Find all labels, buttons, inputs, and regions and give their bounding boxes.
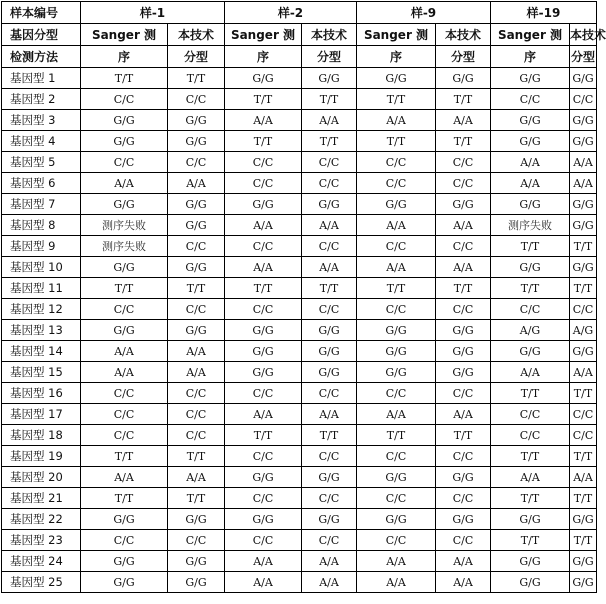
sanger-result-cell: G/G bbox=[491, 110, 570, 131]
sanger-result-cell: C/C bbox=[357, 446, 436, 467]
sanger-result-cell: A/A bbox=[225, 404, 302, 425]
tech-result-cell: G/G bbox=[302, 509, 357, 530]
tech-result-cell: C/C bbox=[168, 425, 225, 446]
tech-result-cell: G/G bbox=[168, 194, 225, 215]
genotype-label: 基因型 20 bbox=[2, 467, 81, 488]
sanger-result-cell: G/G bbox=[81, 110, 168, 131]
table-row bbox=[2, 509, 597, 530]
sanger-result-cell: C/C bbox=[357, 173, 436, 194]
sample-header-19: 样-19 bbox=[491, 2, 597, 24]
table-row bbox=[2, 383, 597, 404]
tech-result-cell: A/A bbox=[570, 467, 597, 488]
sample-header-9: 样-9 bbox=[357, 2, 491, 24]
tech-result-cell: C/C bbox=[436, 173, 491, 194]
sanger-result-cell: A/A bbox=[491, 152, 570, 173]
sanger-result-cell: T/T bbox=[225, 425, 302, 446]
tech-result-cell: T/T bbox=[168, 446, 225, 467]
sanger-result-cell: T/T bbox=[225, 131, 302, 152]
sanger-result-cell: T/T bbox=[81, 488, 168, 509]
method-tech-header: 本技术 bbox=[302, 24, 357, 46]
genotype-label: 基因型 8 bbox=[2, 215, 81, 236]
method-sanger-header: Sanger 测 bbox=[357, 24, 436, 46]
tech-result-cell: A/A bbox=[168, 362, 225, 383]
genotype-label: 基因型 10 bbox=[2, 257, 81, 278]
genotype-label: 基因型 4 bbox=[2, 131, 81, 152]
sanger-result-cell: T/T bbox=[357, 131, 436, 152]
genotype-label: 基因型 12 bbox=[2, 299, 81, 320]
sanger-result-cell: C/C bbox=[357, 152, 436, 173]
tech-result-cell: C/C bbox=[302, 530, 357, 551]
tech-result-cell: C/C bbox=[436, 299, 491, 320]
sanger-result-cell: C/C bbox=[81, 383, 168, 404]
sanger-result-cell: A/A bbox=[491, 467, 570, 488]
tech-result-cell: T/T bbox=[168, 278, 225, 299]
tech-result-cell: C/C bbox=[302, 488, 357, 509]
tech-result-cell: A/A bbox=[436, 215, 491, 236]
sanger-result-cell: C/C bbox=[225, 383, 302, 404]
sanger-result-cell: T/T bbox=[357, 89, 436, 110]
tech-result-cell: T/T bbox=[436, 425, 491, 446]
sample-header-1: 样-1 bbox=[81, 2, 225, 24]
sample-number-label: 样本编号 bbox=[2, 2, 81, 24]
table-row bbox=[2, 551, 597, 572]
table-row bbox=[2, 320, 597, 341]
sanger-result-cell: G/G bbox=[225, 467, 302, 488]
table-row bbox=[2, 530, 597, 551]
tech-result-cell: A/A bbox=[302, 257, 357, 278]
sanger-result-cell: G/G bbox=[357, 509, 436, 530]
tech-result-cell: T/T bbox=[570, 446, 597, 467]
table-row bbox=[2, 446, 597, 467]
table-row bbox=[2, 299, 597, 320]
tech-result-cell: A/A bbox=[570, 152, 597, 173]
sanger-result-cell: G/G bbox=[225, 509, 302, 530]
sanger-result-cell: A/G bbox=[491, 320, 570, 341]
method-tech-header-line2: 分型 bbox=[436, 46, 491, 68]
sanger-result-cell: G/G bbox=[81, 320, 168, 341]
table-row bbox=[2, 236, 597, 257]
genotype-label: 基因型 16 bbox=[2, 383, 81, 404]
sanger-result-cell: G/G bbox=[491, 509, 570, 530]
sanger-result-cell: C/C bbox=[225, 488, 302, 509]
sanger-result-cell: A/A bbox=[225, 110, 302, 131]
tech-result-cell: G/G bbox=[570, 572, 597, 593]
tech-result-cell: G/G bbox=[570, 194, 597, 215]
method-sanger-header-line2: 序 bbox=[357, 46, 436, 68]
tech-result-cell: G/G bbox=[436, 341, 491, 362]
sanger-result-cell: C/C bbox=[357, 530, 436, 551]
tech-result-cell: C/C bbox=[302, 236, 357, 257]
sanger-result-cell: G/G bbox=[491, 341, 570, 362]
sanger-result-cell: G/G bbox=[81, 572, 168, 593]
tech-result-cell: C/C bbox=[570, 425, 597, 446]
sanger-result-cell: G/G bbox=[225, 341, 302, 362]
sanger-result-cell: C/C bbox=[491, 89, 570, 110]
table-row bbox=[2, 173, 597, 194]
tech-result-cell: G/G bbox=[570, 341, 597, 362]
sanger-result-cell: G/G bbox=[491, 68, 570, 89]
tech-result-cell: G/G bbox=[570, 68, 597, 89]
genotype-label: 基因型 2 bbox=[2, 89, 81, 110]
sanger-result-cell: C/C bbox=[81, 89, 168, 110]
sanger-result-cell: G/G bbox=[225, 68, 302, 89]
table-row bbox=[2, 110, 597, 131]
tech-result-cell: G/G bbox=[436, 467, 491, 488]
tech-result-cell: G/G bbox=[302, 68, 357, 89]
sanger-result-cell: A/A bbox=[225, 257, 302, 278]
sanger-result-cell: G/G bbox=[491, 572, 570, 593]
table-row bbox=[2, 194, 597, 215]
tech-result-cell: C/C bbox=[436, 236, 491, 257]
tech-result-cell: G/G bbox=[302, 362, 357, 383]
tech-result-cell: C/C bbox=[302, 446, 357, 467]
sanger-result-cell: T/T bbox=[491, 446, 570, 467]
sanger-result-cell: A/A bbox=[225, 572, 302, 593]
genotype-label: 基因型 15 bbox=[2, 362, 81, 383]
table-row bbox=[2, 488, 597, 509]
tech-result-cell: A/A bbox=[436, 404, 491, 425]
tech-result-cell: G/G bbox=[570, 110, 597, 131]
tech-result-cell: A/A bbox=[302, 215, 357, 236]
method-header-row-line2 bbox=[2, 46, 597, 68]
genotype-label: 基因型 22 bbox=[2, 509, 81, 530]
method-label-line1: 基因分型 bbox=[2, 24, 81, 46]
tech-result-cell: A/A bbox=[168, 467, 225, 488]
sanger-result-cell: T/T bbox=[491, 383, 570, 404]
genotype-label: 基因型 14 bbox=[2, 341, 81, 362]
tech-result-cell: G/G bbox=[570, 509, 597, 530]
sanger-result-cell: C/C bbox=[491, 299, 570, 320]
tech-result-cell: G/G bbox=[168, 320, 225, 341]
tech-result-cell: A/A bbox=[436, 110, 491, 131]
sanger-result-cell: C/C bbox=[81, 404, 168, 425]
tech-result-cell: G/G bbox=[436, 509, 491, 530]
tech-result-cell: C/C bbox=[436, 152, 491, 173]
sanger-result-cell: T/T bbox=[81, 68, 168, 89]
sanger-result-cell: C/C bbox=[225, 299, 302, 320]
method-sanger-header: Sanger 测 bbox=[81, 24, 168, 46]
tech-result-cell: G/G bbox=[302, 194, 357, 215]
sanger-result-cell: T/T bbox=[491, 278, 570, 299]
tech-result-cell: G/G bbox=[436, 68, 491, 89]
tech-result-cell: G/G bbox=[436, 194, 491, 215]
sanger-result-cell: G/G bbox=[491, 257, 570, 278]
tech-result-cell: A/A bbox=[436, 572, 491, 593]
tech-result-cell: C/C bbox=[436, 530, 491, 551]
sanger-result-cell: G/G bbox=[81, 509, 168, 530]
tech-result-cell: T/T bbox=[436, 131, 491, 152]
genotype-label: 基因型 21 bbox=[2, 488, 81, 509]
tech-result-cell: C/C bbox=[168, 236, 225, 257]
genotype-label: 基因型 1 bbox=[2, 68, 81, 89]
sanger-result-cell: T/T bbox=[491, 236, 570, 257]
tech-result-cell: C/C bbox=[168, 404, 225, 425]
sample-header-2: 样-2 bbox=[225, 2, 357, 24]
method-tech-header-line2: 分型 bbox=[168, 46, 225, 68]
tech-result-cell: C/C bbox=[302, 299, 357, 320]
tech-result-cell: A/A bbox=[302, 551, 357, 572]
genotype-label: 基因型 17 bbox=[2, 404, 81, 425]
sanger-result-cell: G/G bbox=[491, 194, 570, 215]
tech-result-cell: T/T bbox=[302, 89, 357, 110]
tech-result-cell: A/G bbox=[570, 320, 597, 341]
tech-result-cell: A/A bbox=[302, 404, 357, 425]
sanger-result-cell: G/G bbox=[81, 131, 168, 152]
genotype-label: 基因型 7 bbox=[2, 194, 81, 215]
tech-result-cell: C/C bbox=[302, 152, 357, 173]
tech-result-cell: A/A bbox=[302, 110, 357, 131]
tech-result-cell: A/A bbox=[436, 257, 491, 278]
sanger-result-cell: C/C bbox=[357, 488, 436, 509]
sanger-result-cell: A/A bbox=[357, 551, 436, 572]
table-row bbox=[2, 68, 597, 89]
sanger-result-cell: A/A bbox=[81, 173, 168, 194]
sanger-result-cell: C/C bbox=[357, 383, 436, 404]
sanger-result-cell: G/G bbox=[357, 341, 436, 362]
genotype-label: 基因型 6 bbox=[2, 173, 81, 194]
sanger-result-cell: T/T bbox=[357, 425, 436, 446]
tech-result-cell: T/T bbox=[436, 89, 491, 110]
table-row bbox=[2, 467, 597, 488]
tech-result-cell: T/T bbox=[436, 278, 491, 299]
method-tech-header-line2: 分型 bbox=[570, 46, 597, 68]
tech-result-cell: C/C bbox=[436, 446, 491, 467]
sanger-result-cell: G/G bbox=[357, 68, 436, 89]
sanger-result-cell: T/T bbox=[357, 278, 436, 299]
table-row bbox=[2, 278, 597, 299]
tech-result-cell: C/C bbox=[570, 299, 597, 320]
tech-result-cell: G/G bbox=[302, 341, 357, 362]
sanger-result-cell: C/C bbox=[491, 404, 570, 425]
tech-result-cell: T/T bbox=[302, 425, 357, 446]
method-sanger-header: Sanger 测 bbox=[225, 24, 302, 46]
tech-result-cell: G/G bbox=[570, 551, 597, 572]
genotype-label: 基因型 11 bbox=[2, 278, 81, 299]
sanger-result-cell: A/A bbox=[225, 215, 302, 236]
sanger-result-cell: T/T bbox=[491, 488, 570, 509]
sanger-result-cell: A/A bbox=[357, 110, 436, 131]
sanger-result-cell: G/G bbox=[225, 194, 302, 215]
tech-result-cell: C/C bbox=[302, 173, 357, 194]
tech-result-cell: G/G bbox=[570, 257, 597, 278]
sanger-result-cell: G/G bbox=[357, 362, 436, 383]
genotype-label: 基因型 3 bbox=[2, 110, 81, 131]
sanger-result-cell: 测序失败 bbox=[491, 215, 570, 236]
sanger-result-cell: A/A bbox=[357, 404, 436, 425]
sanger-result-cell: A/A bbox=[81, 467, 168, 488]
tech-result-cell: T/T bbox=[168, 68, 225, 89]
sanger-result-cell: G/G bbox=[225, 320, 302, 341]
tech-result-cell: A/A bbox=[570, 362, 597, 383]
sanger-result-cell: C/C bbox=[225, 173, 302, 194]
sanger-result-cell: G/G bbox=[225, 362, 302, 383]
tech-result-cell: G/G bbox=[436, 320, 491, 341]
tech-result-cell: G/G bbox=[436, 362, 491, 383]
sanger-result-cell: G/G bbox=[491, 131, 570, 152]
table-row bbox=[2, 425, 597, 446]
sanger-result-cell: C/C bbox=[81, 299, 168, 320]
sanger-result-cell: 测序失败 bbox=[81, 215, 168, 236]
tech-result-cell: T/T bbox=[302, 278, 357, 299]
table-row bbox=[2, 215, 597, 236]
tech-result-cell: T/T bbox=[570, 488, 597, 509]
sanger-result-cell: C/C bbox=[225, 152, 302, 173]
tech-result-cell: C/C bbox=[168, 299, 225, 320]
genotype-label: 基因型 18 bbox=[2, 425, 81, 446]
sanger-result-cell: G/G bbox=[357, 320, 436, 341]
sanger-result-cell: G/G bbox=[491, 551, 570, 572]
table-row bbox=[2, 131, 597, 152]
tech-result-cell: C/C bbox=[168, 383, 225, 404]
tech-result-cell: T/T bbox=[570, 530, 597, 551]
sanger-result-cell: A/A bbox=[225, 551, 302, 572]
table-row bbox=[2, 362, 597, 383]
sanger-result-cell: G/G bbox=[357, 194, 436, 215]
tech-result-cell: T/T bbox=[168, 488, 225, 509]
method-sanger-header-line2: 序 bbox=[81, 46, 168, 68]
sanger-result-cell: A/A bbox=[81, 362, 168, 383]
sanger-result-cell: A/A bbox=[491, 362, 570, 383]
sanger-result-cell: C/C bbox=[357, 299, 436, 320]
tech-result-cell: G/G bbox=[570, 131, 597, 152]
tech-result-cell: G/G bbox=[168, 509, 225, 530]
tech-result-cell: G/G bbox=[168, 131, 225, 152]
tech-result-cell: A/A bbox=[570, 173, 597, 194]
tech-result-cell: A/A bbox=[436, 551, 491, 572]
tech-result-cell: G/G bbox=[570, 215, 597, 236]
sample-header-row bbox=[2, 2, 597, 24]
method-label-line2: 检测方法 bbox=[2, 46, 81, 68]
tech-result-cell: T/T bbox=[570, 278, 597, 299]
sanger-result-cell: A/A bbox=[357, 215, 436, 236]
tech-result-cell: G/G bbox=[168, 572, 225, 593]
sanger-result-cell: C/C bbox=[357, 236, 436, 257]
sanger-result-cell: G/G bbox=[81, 194, 168, 215]
tech-result-cell: G/G bbox=[168, 551, 225, 572]
sanger-result-cell: C/C bbox=[491, 425, 570, 446]
sanger-result-cell: C/C bbox=[81, 530, 168, 551]
tech-result-cell: G/G bbox=[302, 467, 357, 488]
sanger-result-cell: A/A bbox=[357, 257, 436, 278]
sanger-result-cell: T/T bbox=[491, 530, 570, 551]
sanger-result-cell: C/C bbox=[81, 152, 168, 173]
tech-result-cell: C/C bbox=[168, 152, 225, 173]
tech-result-cell: C/C bbox=[436, 488, 491, 509]
tech-result-cell: C/C bbox=[436, 383, 491, 404]
tech-result-cell: G/G bbox=[302, 320, 357, 341]
tech-result-cell: C/C bbox=[570, 89, 597, 110]
table-row bbox=[2, 89, 597, 110]
table-row bbox=[2, 341, 597, 362]
sanger-result-cell: A/A bbox=[357, 572, 436, 593]
tech-result-cell: G/G bbox=[168, 215, 225, 236]
tech-result-cell: G/G bbox=[168, 110, 225, 131]
tech-result-cell: A/A bbox=[302, 572, 357, 593]
genotype-label: 基因型 9 bbox=[2, 236, 81, 257]
table-row bbox=[2, 404, 597, 425]
sanger-result-cell: A/A bbox=[491, 173, 570, 194]
sanger-result-cell: C/C bbox=[81, 425, 168, 446]
tech-result-cell: C/C bbox=[168, 530, 225, 551]
tech-result-cell: C/C bbox=[302, 383, 357, 404]
method-sanger-header-line2: 序 bbox=[491, 46, 570, 68]
sanger-result-cell: 测序失败 bbox=[81, 236, 168, 257]
tech-result-cell: T/T bbox=[570, 383, 597, 404]
table-row bbox=[2, 257, 597, 278]
tech-result-cell: C/C bbox=[168, 89, 225, 110]
sanger-result-cell: G/G bbox=[81, 551, 168, 572]
tech-result-cell: T/T bbox=[302, 131, 357, 152]
sanger-result-cell: G/G bbox=[357, 467, 436, 488]
sanger-result-cell: C/C bbox=[225, 236, 302, 257]
tech-result-cell: T/T bbox=[570, 236, 597, 257]
table-row bbox=[2, 152, 597, 173]
method-tech-header: 本技术 bbox=[436, 24, 491, 46]
genotype-label: 基因型 25 bbox=[2, 572, 81, 593]
genotype-label: 基因型 24 bbox=[2, 551, 81, 572]
method-tech-header: 本技术 bbox=[168, 24, 225, 46]
tech-result-cell: A/A bbox=[168, 173, 225, 194]
table-row bbox=[2, 572, 597, 593]
sanger-result-cell: C/C bbox=[225, 446, 302, 467]
sanger-result-cell: G/G bbox=[81, 257, 168, 278]
genotype-rows bbox=[2, 68, 597, 593]
sanger-result-cell: T/T bbox=[81, 446, 168, 467]
tech-result-cell: C/C bbox=[570, 404, 597, 425]
tech-result-cell: G/G bbox=[168, 257, 225, 278]
sanger-result-cell: T/T bbox=[225, 89, 302, 110]
genotyping-comparison-table bbox=[1, 1, 606, 593]
sanger-result-cell: C/C bbox=[225, 530, 302, 551]
method-tech-header: 本技术 bbox=[570, 24, 597, 46]
method-tech-header-line2: 分型 bbox=[302, 46, 357, 68]
method-header-row-line1 bbox=[2, 24, 597, 46]
genotype-label: 基因型 13 bbox=[2, 320, 81, 341]
sanger-result-cell: T/T bbox=[81, 278, 168, 299]
method-sanger-header-line2: 序 bbox=[225, 46, 302, 68]
genotype-label: 基因型 19 bbox=[2, 446, 81, 467]
genotype-label: 基因型 23 bbox=[2, 530, 81, 551]
tech-result-cell: A/A bbox=[168, 341, 225, 362]
sanger-result-cell: A/A bbox=[81, 341, 168, 362]
genotype-label: 基因型 5 bbox=[2, 152, 81, 173]
sanger-result-cell: T/T bbox=[225, 278, 302, 299]
method-sanger-header: Sanger 测 bbox=[491, 24, 570, 46]
